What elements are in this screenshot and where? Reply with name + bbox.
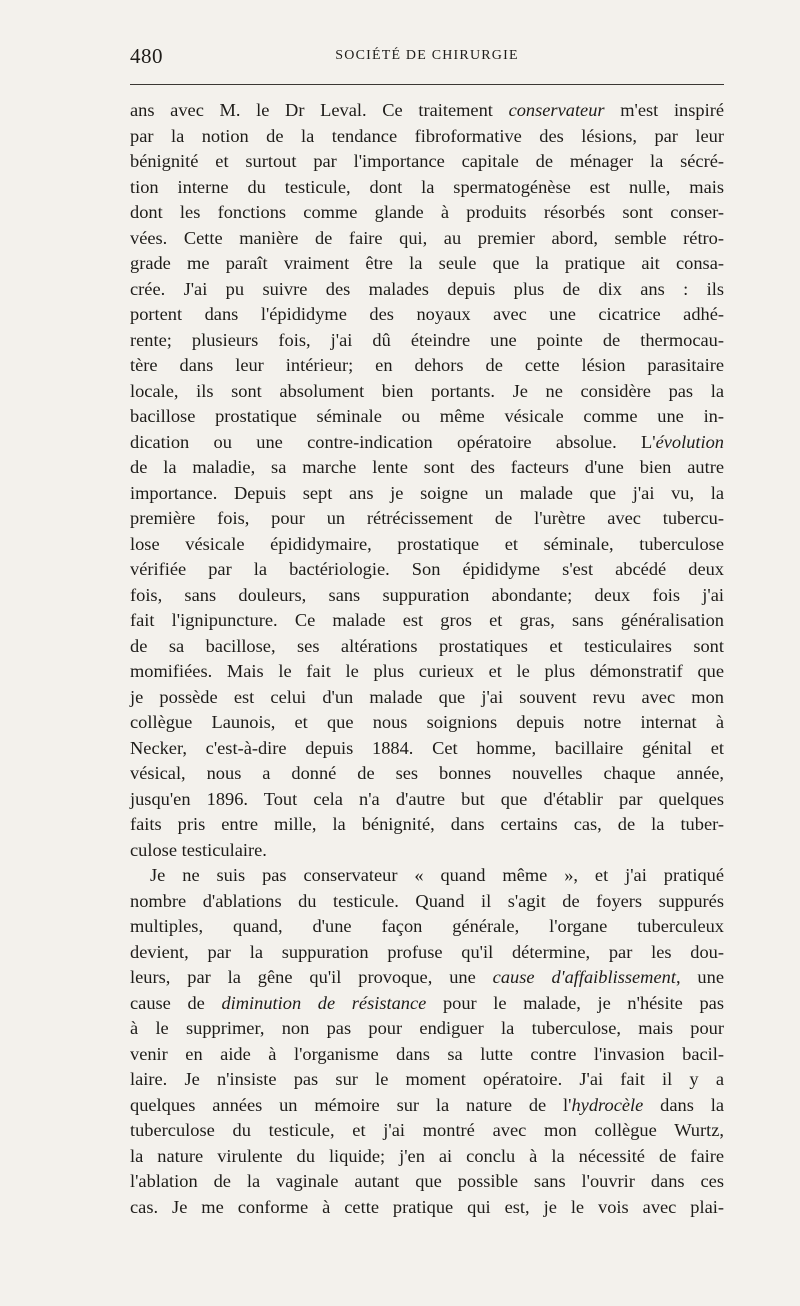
text-line: [130, 583, 724, 609]
text-segment: cause de: [130, 992, 222, 1013]
italic-text: conservateur: [508, 100, 605, 120]
text-line: [130, 1169, 724, 1195]
text-line: [130, 787, 724, 813]
text-segment: vérifiée par la bactériologie. Son épididyme s'est abcédé deux: [130, 559, 724, 579]
text-segment: culose testiculaire.: [130, 839, 267, 860]
italic-text: diminution de résistance: [221, 992, 427, 1013]
text-line: [130, 430, 724, 456]
text-segment: de sa bacillose, ses altérations prostatiques et testiculaires sont: [130, 635, 724, 656]
text-line: [130, 710, 724, 736]
text-line: [130, 889, 724, 915]
text-segment: Je ne suis pas conservateur « quand même », et j'ai pratiqué: [150, 865, 724, 885]
text-segment: fait l'ignipuncture. Ce malade est gros et gras, sans généralisation: [130, 610, 724, 630]
text-line: [130, 532, 724, 558]
text-line: [130, 506, 724, 532]
text-segment: je possède est celui d'un malade que j'ai souvent revu avec mon: [130, 686, 724, 707]
text-segment: fois, sans douleurs, sans suppuration abondante; deux fois j'ai: [130, 584, 724, 605]
text-segment: tuberculose du testicule, et j'ai montré avec mon collègue Wurtz,: [130, 1120, 724, 1140]
italic-text: hydrocèle: [571, 1094, 644, 1115]
text-line: [130, 455, 724, 481]
text-line: [130, 149, 724, 175]
text-line: [130, 175, 724, 201]
text-segment: à le supprimer, non pas pour endiguer la tuberculose, mais pour: [130, 1018, 724, 1038]
text-segment: cas. Je me conforme à cette pratique qui est, je le vois avec plai-: [130, 1196, 724, 1217]
text-line: [130, 736, 724, 762]
text-line: [130, 1144, 724, 1170]
text-segment: laire. Je n'insiste pas sur le moment opératoire. J'ai fait il y a: [130, 1069, 724, 1089]
text-segment: momifiées. Mais le fait le plus curieux et le plus démonstratif que: [130, 661, 724, 681]
text-segment: grade me paraît vraiment être la seule que la pratique ait consa-: [130, 253, 724, 273]
body-text: [130, 98, 724, 1220]
text-segment: de la maladie, sa marche lente sont des facteurs d'une bien autre: [130, 457, 724, 477]
text-line: [130, 685, 724, 711]
text-line: [130, 557, 724, 583]
text-line: [130, 353, 724, 379]
text-segment: m'est inspiré: [604, 100, 724, 120]
text-segment: devient, par la suppuration profuse qu'il détermine, par les dou-: [130, 941, 724, 962]
text-segment: multiples, quand, d'une façon générale, l'organe tuberculeux: [130, 916, 724, 936]
text-line: [130, 124, 724, 150]
text-segment: bacillose prostatique séminale ou même vésicale comme une in-: [130, 406, 724, 426]
text-segment: venir en aide à l'organisme dans sa lutte contre l'invasion bacil-: [130, 1043, 724, 1064]
text-segment: quelques années un mémoire sur la nature de l': [130, 1094, 572, 1115]
page-header: [130, 44, 724, 74]
text-segment: , une: [675, 967, 724, 987]
page-number: 480: [130, 44, 163, 68]
text-line: [130, 812, 724, 838]
text-segment: pour le malade, je n'hésite pas: [426, 992, 724, 1013]
text-segment: faits pris entre mille, la bénignité, dans certains cas, de la tuber-: [130, 814, 724, 834]
text-line: [130, 200, 724, 226]
text-segment: dans la: [643, 1094, 724, 1115]
text-segment: nombre d'ablations du testicule. Quand il s'agit de foyers suppurés: [130, 890, 724, 911]
text-segment: dont les fonctions comme glande à produits résorbés sont conser-: [130, 202, 724, 222]
text-segment: locale, ils sont absolument bien portants. Je ne considère pas la: [130, 380, 724, 401]
text-line: [130, 277, 724, 303]
text-line: [130, 965, 724, 991]
text-line: [130, 302, 724, 328]
text-segment: Necker, c'est-à-dire depuis 1884. Cet homme, bacillaire génital et: [130, 737, 724, 758]
text-line: [130, 940, 724, 966]
text-line: [130, 1042, 724, 1068]
text-line: [130, 659, 724, 685]
text-line: [130, 1195, 724, 1221]
text-line: [130, 608, 724, 634]
text-segment: lose vésicale épididymaire, prostatique et séminale, tuberculose: [130, 533, 724, 554]
text-line: [130, 328, 724, 354]
text-line: [130, 98, 724, 124]
header-rule: [130, 84, 724, 85]
text-line: [130, 761, 724, 787]
text-line: [130, 404, 724, 430]
text-line: [130, 838, 724, 864]
text-line: [130, 1118, 724, 1144]
text-segment: vésical, nous a donné de ses bonnes nouvelles chaque année,: [130, 763, 724, 783]
text-segment: la nature virulente du liquide; j'en ai conclu à la nécessité de faire: [130, 1145, 724, 1166]
text-line: [130, 1016, 724, 1042]
text-segment: par la notion de la tendance fibroformative des lésions, par leur: [130, 125, 724, 146]
text-segment: leurs, par la gêne qu'il provoque, une: [130, 967, 493, 987]
text-segment: tère dans leur intérieur; en dehors de cette lésion parasitaire: [130, 355, 724, 375]
text-line: [130, 991, 724, 1017]
text-segment: vées. Cette manière de faire qui, au premier abord, semble rétro-: [130, 227, 724, 248]
text-segment: l'ablation de la vaginale autant que possible sans l'ouvrir dans ces: [130, 1171, 724, 1191]
running-title: SOCIÉTÉ DE CHIRURGIE: [335, 48, 519, 63]
text-segment: tion interne du testicule, dont la spermatogénèse est nulle, mais: [130, 176, 724, 197]
text-line: [130, 226, 724, 252]
text-line: [130, 863, 724, 889]
text-line: [130, 251, 724, 277]
text-segment: première fois, pour un rétrécissement de l'urètre avec tubercu-: [130, 508, 724, 528]
text-line: [130, 914, 724, 940]
text-line: [130, 634, 724, 660]
text-segment: jusqu'en 1896. Tout cela n'a d'autre but que d'établir par quelques: [130, 788, 724, 809]
text-line: [130, 1067, 724, 1093]
italic-text: cause d'affaiblissement: [492, 967, 676, 987]
text-segment: portent dans l'épididyme des noyaux avec une cicatrice adhé-: [130, 304, 724, 324]
text-segment: crée. J'ai pu suivre des malades depuis plus de dix ans : ils: [130, 278, 724, 299]
text-segment: dication ou une contre-indication opératoire absolue. L': [130, 431, 656, 452]
text-line: [130, 379, 724, 405]
text-line: [130, 1093, 724, 1119]
text-segment: ans avec M. le Dr Leval. Ce traitement: [130, 100, 509, 120]
italic-text: évolution: [655, 431, 724, 452]
text-segment: rente; plusieurs fois, j'ai dû éteindre une pointe de thermocau-: [130, 329, 724, 350]
text-segment: bénignité et surtout par l'importance capitale de ménager la sécré-: [130, 151, 724, 171]
text-segment: importance. Depuis sept ans je soigne un malade que j'ai vu, la: [130, 482, 724, 503]
text-segment: collègue Launois, et que nous soignions depuis notre internat à: [130, 712, 724, 732]
text-line: [130, 481, 724, 507]
